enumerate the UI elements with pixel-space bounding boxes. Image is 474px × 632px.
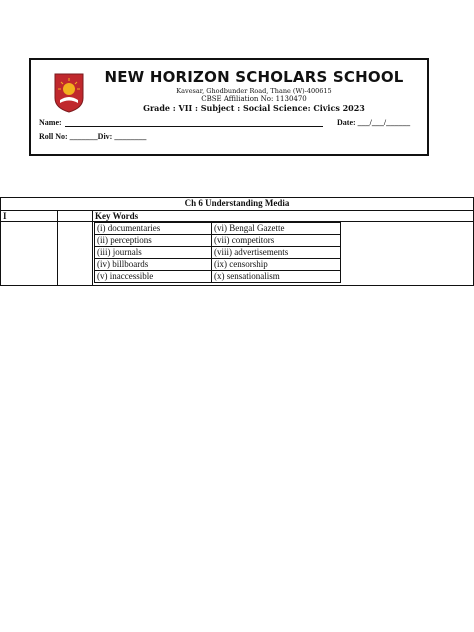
key-word: (ix) censorship — [212, 259, 341, 271]
worksheet-table — [0, 197, 474, 286]
section-number: I — [1, 211, 58, 222]
key-word: (i) documentaries — [95, 223, 212, 235]
key-words-table — [94, 222, 341, 283]
table-row — [95, 259, 341, 271]
section-title: Key Words — [93, 211, 474, 222]
chapter-title: Ch 6 Understanding Media — [1, 198, 474, 211]
name-blank-line — [65, 126, 323, 127]
key-word: (iii) journals — [95, 247, 212, 259]
school-name: NEW HORIZON SCHOLARS SCHOOL — [104, 68, 404, 86]
key-word: (vii) competitors — [212, 235, 341, 247]
key-word: (ii) perceptions — [95, 235, 212, 247]
table-row — [95, 235, 341, 247]
school-address: Kavesar, Ghodbunder Road, Thane (W)-400615 — [176, 87, 332, 95]
blank-cell — [58, 211, 93, 222]
table-row — [95, 247, 341, 259]
key-word: (viii) advertisements — [212, 247, 341, 259]
affiliation-number: CBSE Affiliation No: 1130470 — [201, 95, 307, 103]
grade-subject-line: Grade : VII : Subject : Social Science: Civics 2023 — [143, 103, 365, 113]
name-label: Name: — [39, 118, 62, 127]
school-header — [29, 58, 429, 156]
key-word: (iv) billboards — [95, 259, 212, 271]
key-word: (v) inaccessible — [95, 271, 212, 283]
blank-cell — [58, 222, 93, 286]
key-word: (vi) Bengal Gazette — [212, 223, 341, 235]
key-word: (x) sensationalism — [212, 271, 341, 283]
roll-div-field: Roll No: _______Div: ________ — [39, 132, 147, 141]
date-field: Date: ___/___/______ — [337, 118, 411, 127]
table-row — [95, 271, 341, 283]
blank-cell — [1, 222, 58, 286]
table-row — [95, 223, 341, 235]
